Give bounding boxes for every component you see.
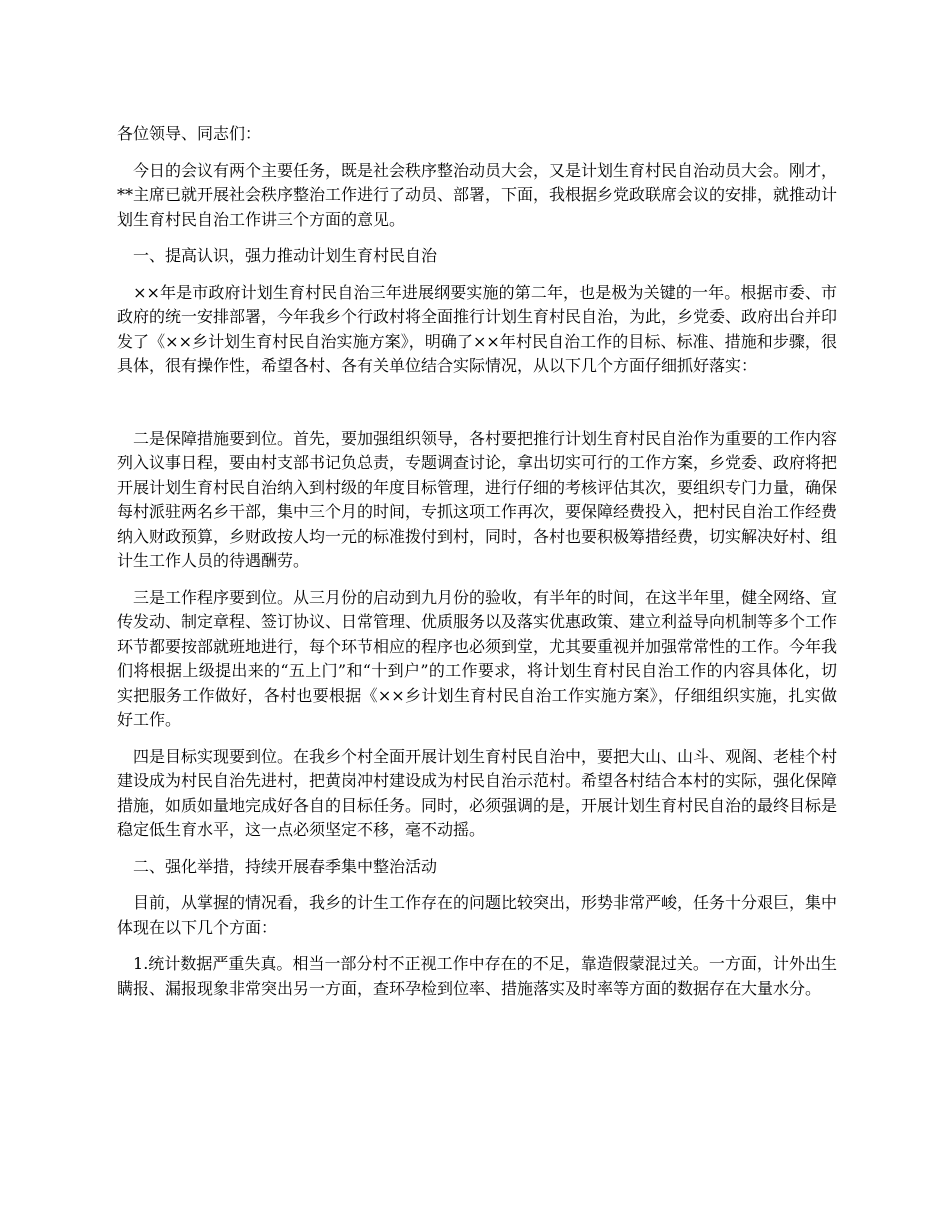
- paragraph-issue-1: 1.统计数据严重失真。相当一部分村不正视工作中存在的不足，靠造假蒙混过关。一方面，计外出生瞒报、漏报现象非常突出另一方面，查环孕检到位率、措施落实及时率等方面的数据存在大量水分。: [117, 954, 837, 998]
- blank-gap: [117, 391, 837, 427]
- paragraph-point-4: 四是目标实现要到位。在我乡个村全面开展计划生育村民自治中，要把大山、山斗、观阁、老桂个村建设成为村民自治先进村，把黄岗冲村建设成为村民自治示范村。希望各村结合本村的实际，强化保障措施，如质如量地完成好各自的目标任务。同时，必须强调的是，开展计划生育村民自治的最终目标是稳定低生育水平，这一点必须坚定不移，毫不动摇。: [117, 746, 838, 839]
- paragraph-point-2: 二是保障措施要到位。首先，要加强组织领导，各村要把推行计划生育村民自治作为重要的工作内容列入议事日程，要由村支部书记负总责，专题调查讨论，拿出切实可行的工作方案，乡党委、政府将把开展计划生育村民自治纳入到村级的年度目标管理，进行仔细的考核评估其次，要组织专门力量，确保每村派驻两名乡干部，集中三个月的时间，专抓这项工作再次，要保障经费投入，把村民自治工作经费纳入财政预算，乡财政按人均一元的标准拨付到村，同时，各村也要积极筹措经费，切实解决好村、组计生工作人员的待遇酬劳。: [117, 428, 838, 570]
- greeting: 各位领导、同志们：: [117, 124, 262, 143]
- paragraph-point-3: 三是工作程序要到位。从三月份的启动到九月份的验收，有半年的时间，在这半年里，健全网络、宣传发动、制定章程、签订协议、日常管理、优质服务以及落实优惠政策、建立利益导向机制等多个工作环节都要按部就班地进行，每个环节相应的程序也必须到堂，尤其要重视并加强常常性的工作。今年我们将根据上级提出来的“五上门”和“十到户”的工作要求，将计划生育村民自治工作的内容具体化，切实把服务工作做好，各村也要根据《××乡计划生育村民自治工作实施方案》，仔细组织实施，扎实做好工作。: [117, 587, 838, 729]
- section-heading-2: 二、强化举措，持续开展春季集中整治活动: [117, 856, 438, 876]
- paragraph-current-situation: 目前，从掌握的情况看，我乡的计生工作存在的问题比较突出，形势非常严峻，任务十分艰巨，集中体现在以下几个方面：: [117, 893, 838, 937]
- document-body: [117, 122, 837, 1013]
- paragraph-intro: 今日的会议有两个主要任务，既是社会秩序整治动员大会，又是计划生育村民自治动员大会。刚才，**主席已就开展社会秩序整治工作进行了动员、部署，下面，我根据乡党政联席会议的安排，就推动计划生育村民自治工作讲三个方面的意见。: [117, 160, 838, 229]
- paragraph-background: ××年是市政府计划生育村民自治三年进展纲要实施的第二年，也是极为关键的一年。根据市委、市政府的统一安排部署，今年我乡个行政村将全面推行计划生育村民自治，为此，乡党委、政府出台并印发了《××乡计划生育村民自治实施方案》，明确了××年村民自治工作的目标、标准、措施和步骤，很具体，很有操作性，希望各村、各有关单位结合实际情况，从以下几个方面仔细抓好落实：: [117, 282, 838, 375]
- section-heading-1: 一、提高认识，强力推动计划生育村民自治: [117, 246, 438, 265]
